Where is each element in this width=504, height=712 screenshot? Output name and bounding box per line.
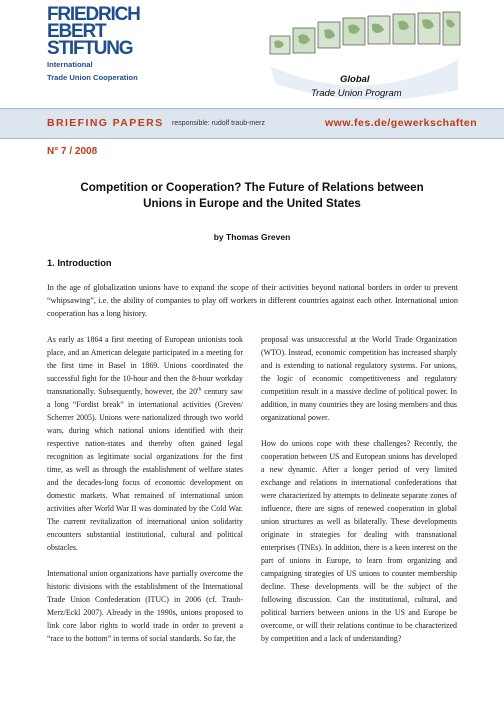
left-column	[47, 333, 243, 658]
section-heading: 1. Introduction	[47, 258, 112, 268]
right-paragraph-1: proposal was unsuccessful at the World Trade Organization (WTO). Instead, economic competition has increased sharply and is extending to national regulatory systems. For unions, the logic of economic competitiveness and regulatory competition result in a massive decline of political power. In addition, in many countries they are losing members and thus organizational power.	[261, 335, 457, 422]
banner-title-global: Global	[340, 74, 370, 85]
series-title: BRIEFING PAPERS	[47, 117, 164, 129]
website-url[interactable]: www.fes.de/gewerkschaften	[325, 117, 478, 129]
right-paragraph-2: How do unions cope with these challenges? Recently, the cooperation between US and European unions has developed a new dynamic. After a longer period of very limited exchange and relations in international confederations that were characterized by attempts to delineate separate zones of influence, there are signs of renewed cooperation in global union structures as well as bilaterally. These developments originate in strategies for dealing with transnational enterprises (TNEs). In addition, there is a keen interest on the part of unions in Europe, to learn from organizing and campaigning strategies of US unions to counter membership decline. These developments will be the subject of the following discussion. Can the institutional, cultural, and political barriers between unions in the US and Europe be overcome, or will their relations continue to be characterized by competition and a lack of understanding?	[261, 439, 457, 643]
responsible-editor: responsible: rudolf traub-merz	[172, 120, 265, 127]
logo-line-3: STIFTUNG	[47, 38, 133, 59]
banner-title-program: Trade Union Program	[311, 88, 402, 99]
left-paragraph-1-part-1: As early as 1864 a first meeting of European unionists took place, and an American delegate participated in a meeting for the first time in Basel in 1869. Unions coordinated the successful fight for the 10-hour and then the 8-hour workday transnationally. Subsequently, however, the 20	[47, 335, 243, 396]
right-column	[261, 333, 457, 658]
superscript-th: th	[197, 386, 202, 393]
intro-paragraph: In the age of globalization unions have to expand the scope of their activities beyond national borders in order to prevent “whipsawing”, i.e. the ability of companies to play off workers in different countries against each other. International union cooperation has a long history.	[47, 283, 458, 319]
author-byline: by Thomas Greven	[213, 232, 291, 242]
title-line-1: Competition or Cooperation? The Future of Relations between	[80, 181, 424, 194]
header-divider-bottom	[0, 138, 504, 139]
logo-subtitle-2: Trade Union Cooperation	[47, 73, 138, 82]
logo-subtitle-1: International	[47, 60, 93, 69]
left-paragraph-1	[47, 333, 243, 554]
article-title	[60, 180, 444, 212]
world-map-tiles-icon	[270, 12, 460, 54]
fes-logo	[47, 6, 197, 83]
left-paragraph-1-part-2: century saw a long “Fordist break” in international activities (Greven/ Scherrer 2005). Unions were nationalized through two world wars, during which national unions identified with their respective nation-states and thereby often gained legal recognition as legitimate social organizations for the first time, as well as through the establishment of welfare states and the decades-long focus of economic development on domestic markets. What remained of international union activities after World War II was dominated by the Cold War. The current revitalization of international union solidarity encounters substantial institutional, cultural and political obstacles.	[47, 387, 243, 552]
title-line-2: Unions in Europe and the United States	[143, 197, 361, 210]
logo-line-1: FRIEDRICH	[47, 4, 140, 25]
left-paragraph-2: International union organizations have partially overcome the historic divisions with the establishment of the International Trade Union Confederation (ITUC) in 2006 (cf. Traub-Merz/Eckl 2007). Already in the 1990s, unions proposed to link core labor rights to world trade in order to prevent a “race to the bottom” in terms of social standards. So far, the	[47, 569, 243, 643]
logo-line-2: EBERT	[47, 21, 106, 42]
issue-number: N° 7 / 2008	[47, 146, 98, 157]
